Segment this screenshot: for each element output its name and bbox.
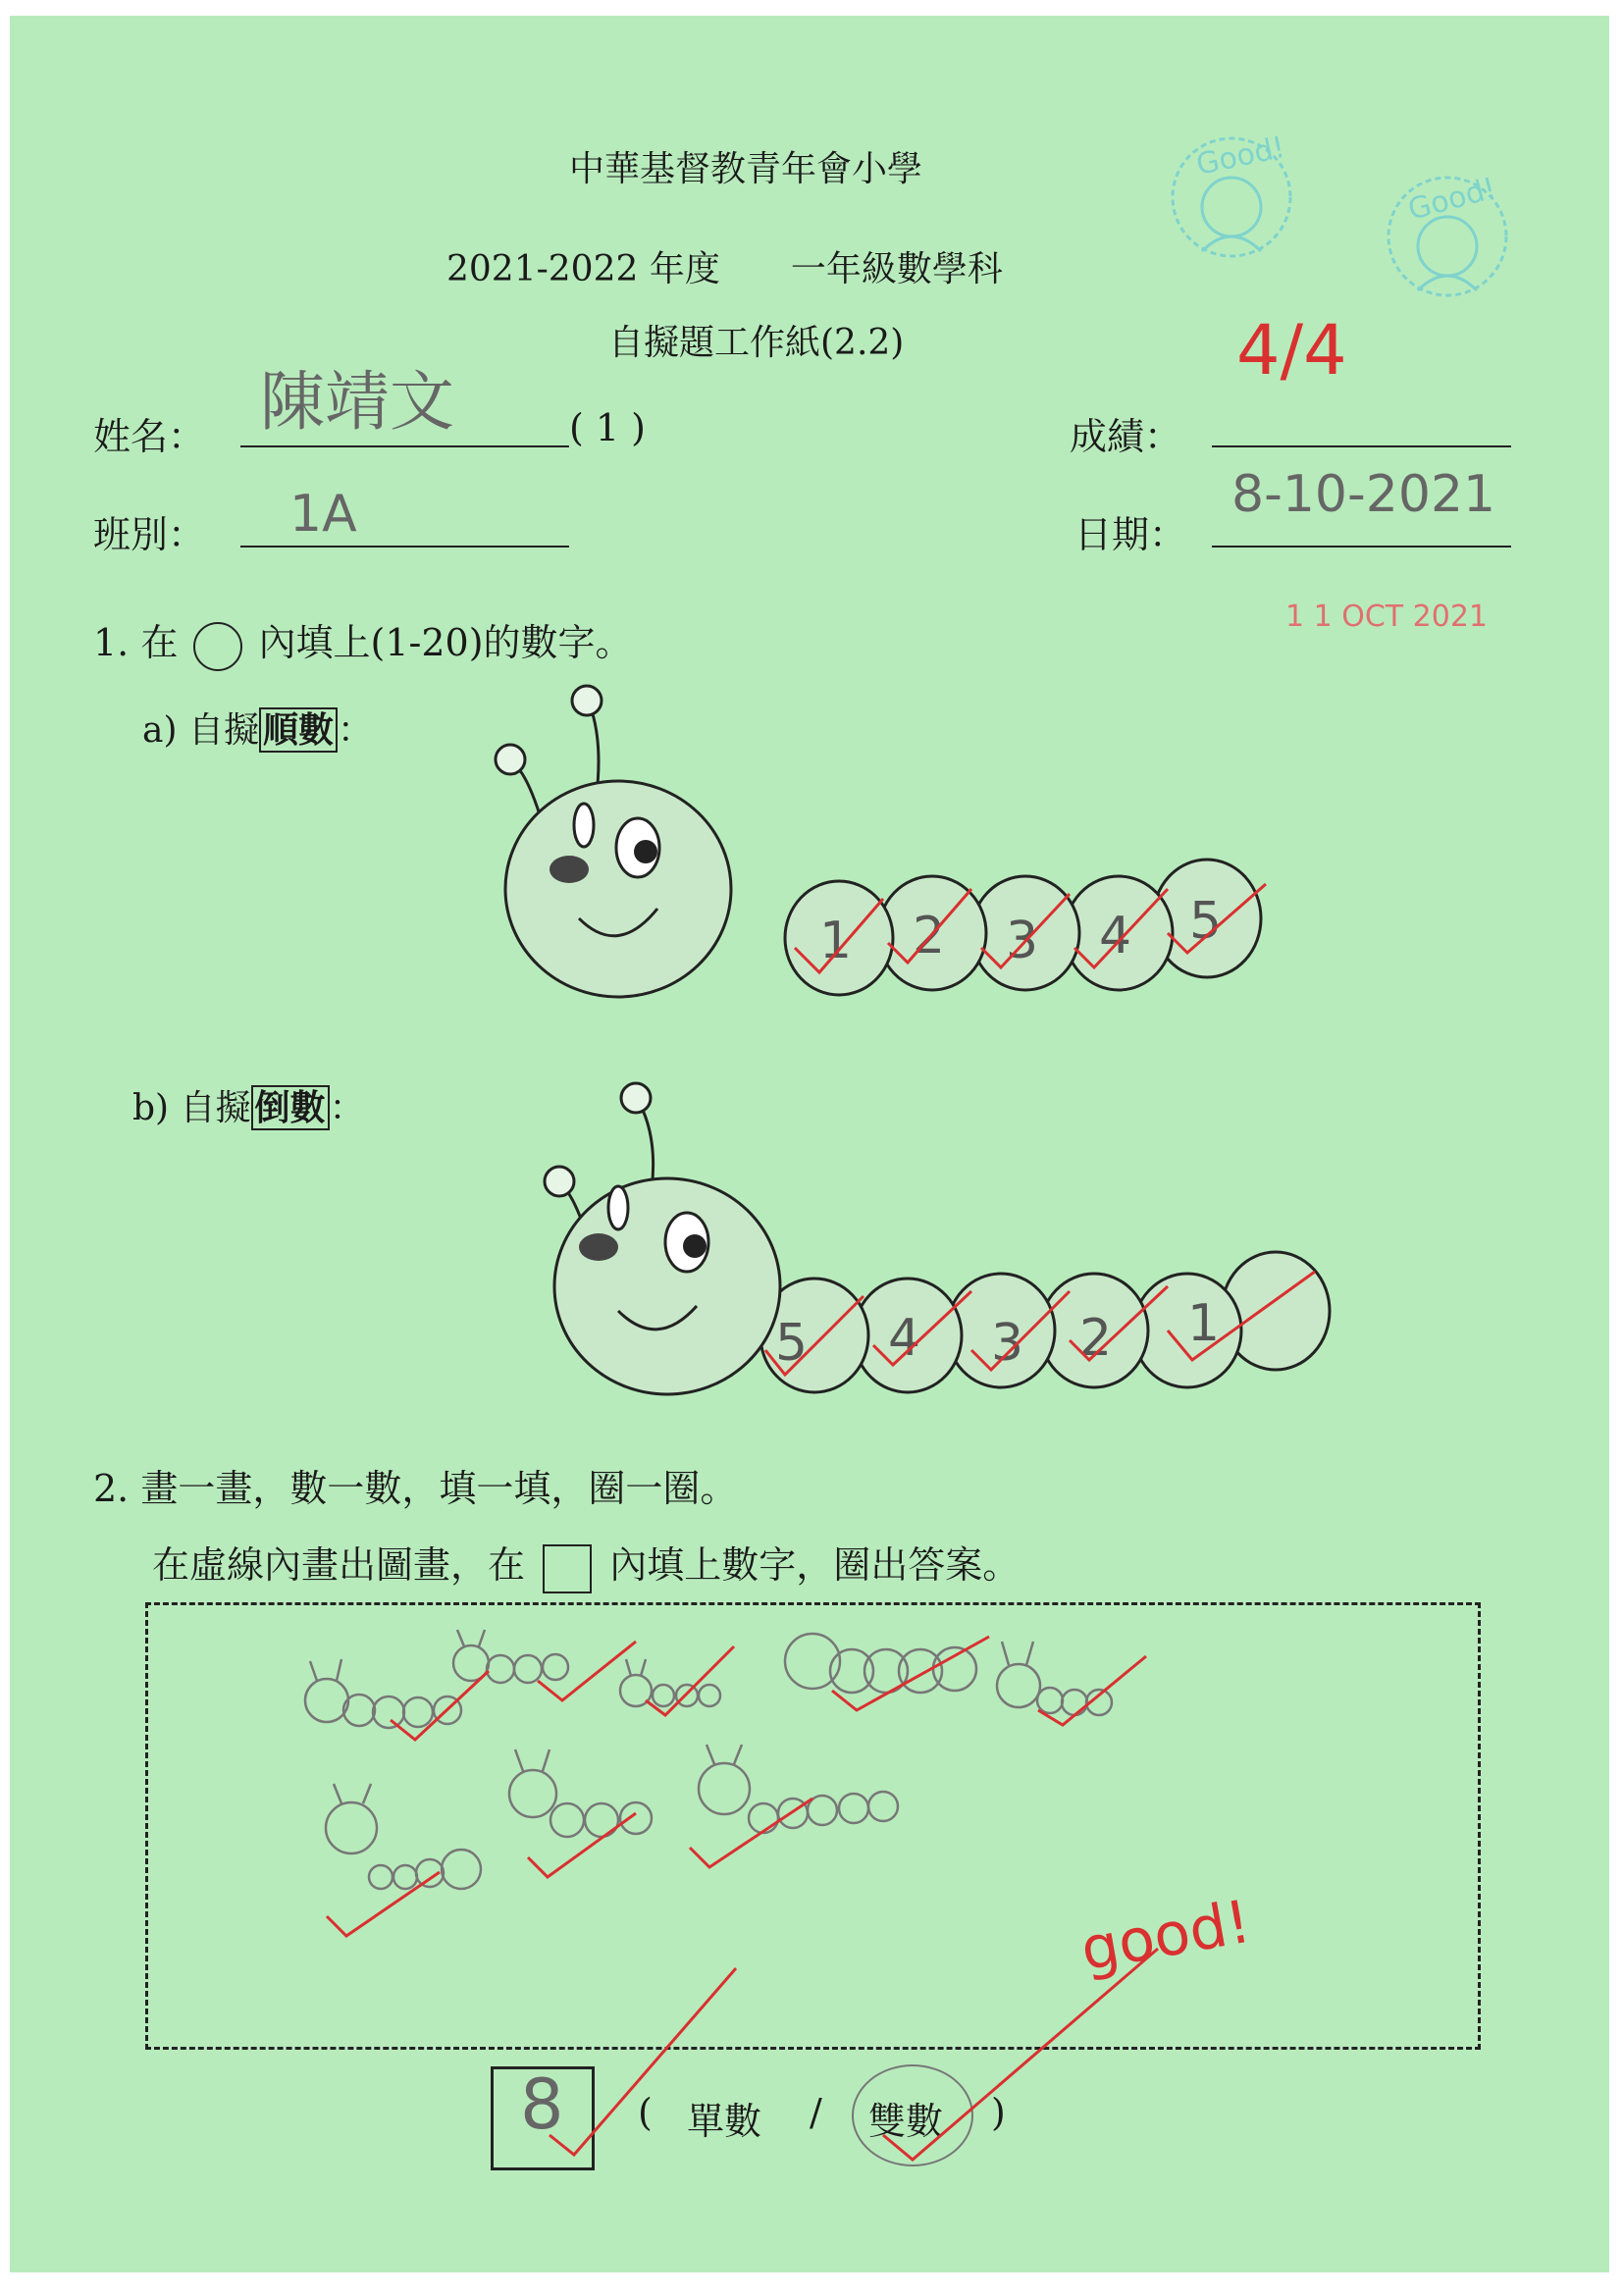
school-name: 中華基督教青年會小學 bbox=[569, 149, 923, 189]
q2-instr-post: 內填上數字，圈出答案。 bbox=[609, 1543, 1021, 1587]
q1b-prefix: b) 自擬 bbox=[132, 1088, 251, 1128]
choice-even: 雙數 bbox=[868, 2100, 944, 2143]
praise-text: good! bbox=[1075, 1887, 1256, 1985]
q1-prompt-rest: 內填上(1-20)的數字。 bbox=[258, 621, 633, 664]
q1a-number-3: 3 bbox=[1006, 912, 1039, 970]
q1a-label bbox=[142, 703, 373, 753]
q1b-number-1: 5 bbox=[775, 1314, 809, 1373]
date-label: 日期： bbox=[1074, 513, 1187, 556]
caterpillar-a bbox=[491, 653, 1276, 1046]
good-stamp-1 bbox=[1148, 114, 1315, 281]
q1b-label bbox=[132, 1080, 365, 1130]
q1a-number-2: 2 bbox=[913, 907, 946, 965]
square-symbol bbox=[543, 1544, 592, 1593]
worksheet-paper bbox=[10, 16, 1609, 2272]
q1a-number-5: 5 bbox=[1189, 892, 1223, 951]
q1b-number-2: 4 bbox=[888, 1309, 921, 1368]
choice-odd: 單數 bbox=[687, 2100, 762, 2143]
good-stamp-text: Good! bbox=[1193, 130, 1288, 183]
date-underline bbox=[1212, 546, 1511, 548]
class-number: ( 1 ) bbox=[569, 406, 646, 449]
name-label: 姓名： bbox=[93, 415, 206, 458]
date-value: 8-10-2021 bbox=[1231, 465, 1496, 524]
answer-check-marks bbox=[491, 1939, 1178, 2174]
class-underline bbox=[240, 546, 569, 548]
choice-close: ) bbox=[991, 2091, 1006, 2134]
q2-instr-pre: 在虛線內畫出圖畫，在 bbox=[152, 1543, 526, 1587]
class-label: 班別： bbox=[93, 513, 206, 556]
q1a-number-4: 4 bbox=[1099, 907, 1132, 965]
good-stamp-2 bbox=[1364, 153, 1531, 320]
answer-value: 8 bbox=[520, 2064, 564, 2145]
year-subject-line: 2021-2022 年度 一年級數學科 bbox=[446, 249, 1003, 289]
score-label: 成績： bbox=[1070, 415, 1182, 458]
name-underline bbox=[240, 445, 569, 447]
worksheet-title: 自擬題工作紙(2.2) bbox=[608, 323, 905, 363]
name-value: 陳靖文 bbox=[260, 364, 454, 440]
choice-open: ( bbox=[638, 2091, 653, 2134]
circle-symbol bbox=[193, 622, 242, 671]
q2-prompt: 2. 畫一畫，數一數，填一填，圈一圈。 bbox=[93, 1467, 738, 1510]
q1-prompt-start: 1. 在 bbox=[93, 621, 179, 664]
q1a-number-1: 1 bbox=[819, 912, 853, 970]
score-value: 4/4 bbox=[1236, 310, 1347, 391]
q2-instructions bbox=[152, 1535, 1020, 1593]
q1b-suffix: ： bbox=[329, 1088, 365, 1128]
score-underline bbox=[1212, 445, 1511, 447]
q1a-prefix: a) 自擬 bbox=[142, 710, 259, 751]
q1b-number-5: 1 bbox=[1187, 1294, 1221, 1353]
q1b-number-3: 3 bbox=[991, 1314, 1024, 1373]
date-stamp: 1 1 OCT 2021 bbox=[1285, 600, 1489, 634]
q1b-boxed-word: 倒數 bbox=[251, 1085, 330, 1130]
caterpillar-b bbox=[540, 1046, 1354, 1438]
good-stamp-text: Good! bbox=[1404, 171, 1500, 228]
choice-slash: / bbox=[810, 2091, 822, 2134]
class-value: 1A bbox=[289, 485, 357, 544]
q1a-suffix: ： bbox=[337, 710, 373, 751]
q1b-number-4: 2 bbox=[1079, 1309, 1113, 1368]
q1a-boxed-word: 順數 bbox=[259, 707, 338, 753]
